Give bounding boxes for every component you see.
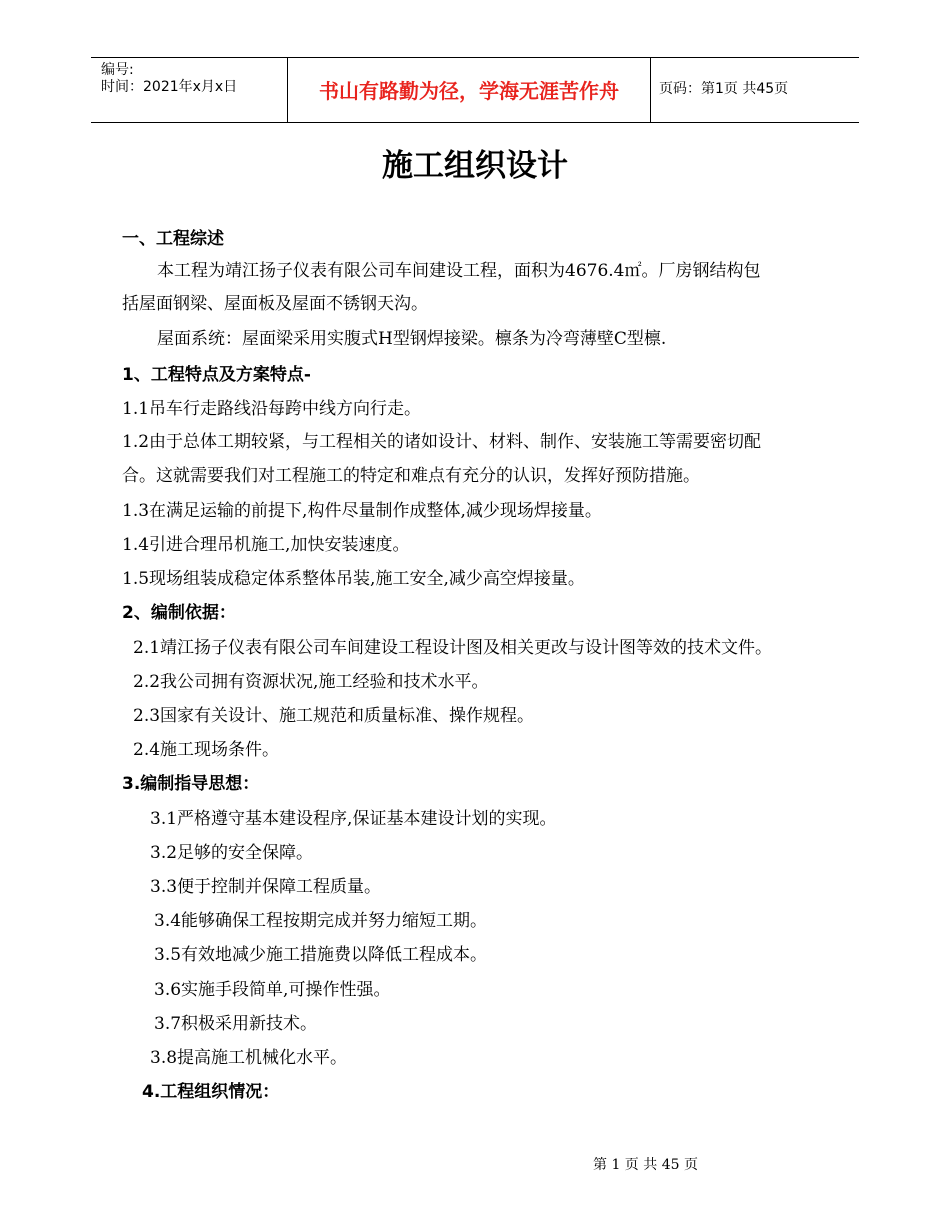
number-label: 编号: [101,62,134,78]
list-item: 1.1吊车行走路线沿每跨中线方向行走。 [122,399,422,419]
header-motto: 书山有路勤为径，学海无涯苦作舟 [319,79,619,103]
section-heading-overview: 一、工程综述 [122,229,224,249]
paragraph-line: 屋面系统：屋面梁采用实腹式H型钢焊接梁。檩条为冷弯薄壁C型檩. [157,329,667,349]
list-item: 2.3国家有关设计、施工规范和质量标准、操作规程。 [133,706,535,726]
section-heading-guiding-ideas: 3.编制指导思想： [122,774,260,794]
list-item: 2.2我公司拥有资源状况,施工经验和技术水平。 [133,672,489,692]
page-header [91,57,859,123]
list-item: 3.8提高施工机械化水平。 [150,1048,348,1068]
paragraph-line: 本工程为靖江扬子仪表有限公司车间建设工程，面积为4676.4㎡。厂房钢结构包 [157,261,761,281]
paragraph-line: 括屋面钢梁、屋面板及屋面不锈钢天沟。 [122,294,428,314]
list-item: 3.1严格遵守基本建设程序,保证基本建设计划的实现。 [150,809,557,829]
time-label: 时间：2021年x月x日 [101,79,238,95]
list-item: 2.1靖江扬子仪表有限公司车间建设工程设计图及相关更改与设计图等效的技术文件。 [133,638,773,658]
list-item: 1.2由于总体工期较紧，与工程相关的诸如设计、材料、制作、安装施工等需要密切配 [122,432,762,452]
list-item: 3.2足够的安全保障。 [150,843,314,863]
list-item: 3.4能够确保工程按期完成并努力缩短工期。 [154,911,488,931]
list-item: 1.4引进合理吊机施工,加快安装速度。 [122,535,410,555]
section-heading-basis: 2、编制依据： [122,603,236,623]
page-label: 页码：第1页 共45页 [659,81,789,97]
list-item: 3.6实施手段简单,可操作性强。 [154,980,391,1000]
header-motto-cell [287,58,651,122]
list-item: 3.5有效地减少施工措施费以降低工程成本。 [154,945,488,965]
page-footer: 第 1 页 共 45 页 [593,1157,698,1173]
list-item: 1.3在满足运输的前提下,构件尽量制作成整体,减少现场焊接量。 [122,501,602,521]
list-item-continuation: 合。这就需要我们对工程施工的特定和难点有充分的认识，发挥好预防措施。 [122,466,700,486]
list-item: 2.4施工现场条件。 [133,740,280,760]
header-info-cell [91,58,287,122]
document-title: 施工组织设计 [382,148,568,184]
section-heading-features: 1、工程特点及方案特点- [122,365,311,385]
section-heading-organization: 4.工程组织情况： [142,1082,280,1102]
list-item: 1.5现场组装成稳定体系整体吊装,施工安全,减少高空焊接量。 [122,569,585,589]
list-item: 3.3便于控制并保障工程质量。 [150,877,382,897]
header-page-cell [649,58,859,122]
list-item: 3.7积极采用新技术。 [154,1014,318,1034]
